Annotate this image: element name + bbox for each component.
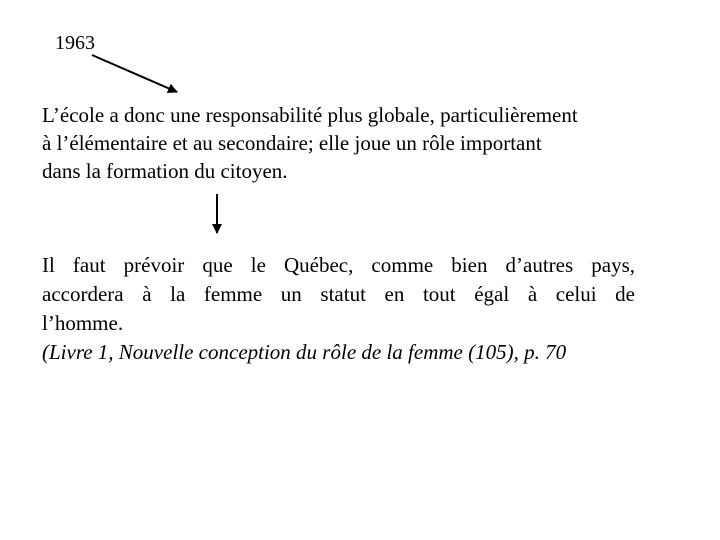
- paragraph-school-responsibility: [42, 101, 682, 185]
- diagonal-arrow-icon: [92, 55, 177, 92]
- paragraph1-line: dans la formation du citoyen.: [42, 159, 288, 183]
- paragraph1-line: à l’élémentaire et au secondaire; elle joue un rôle important: [42, 131, 542, 155]
- paragraph2-line: Il faut prévoir que le Québec, comme bien d’autres pays,: [42, 253, 635, 277]
- citation: (Livre 1, Nouvelle conception du rôle de la femme (105), p. 70: [42, 340, 567, 364]
- paragraph2-line: l’homme.: [42, 311, 124, 335]
- paragraph1-line: L’école a donc une responsabilité plus globale, particulièrement: [42, 103, 578, 127]
- year-label: 1963: [55, 32, 95, 54]
- paragraph-women-status: [42, 251, 635, 338]
- paragraph2-line: accordera à la femme un statut en tout égal à celui de: [42, 282, 635, 306]
